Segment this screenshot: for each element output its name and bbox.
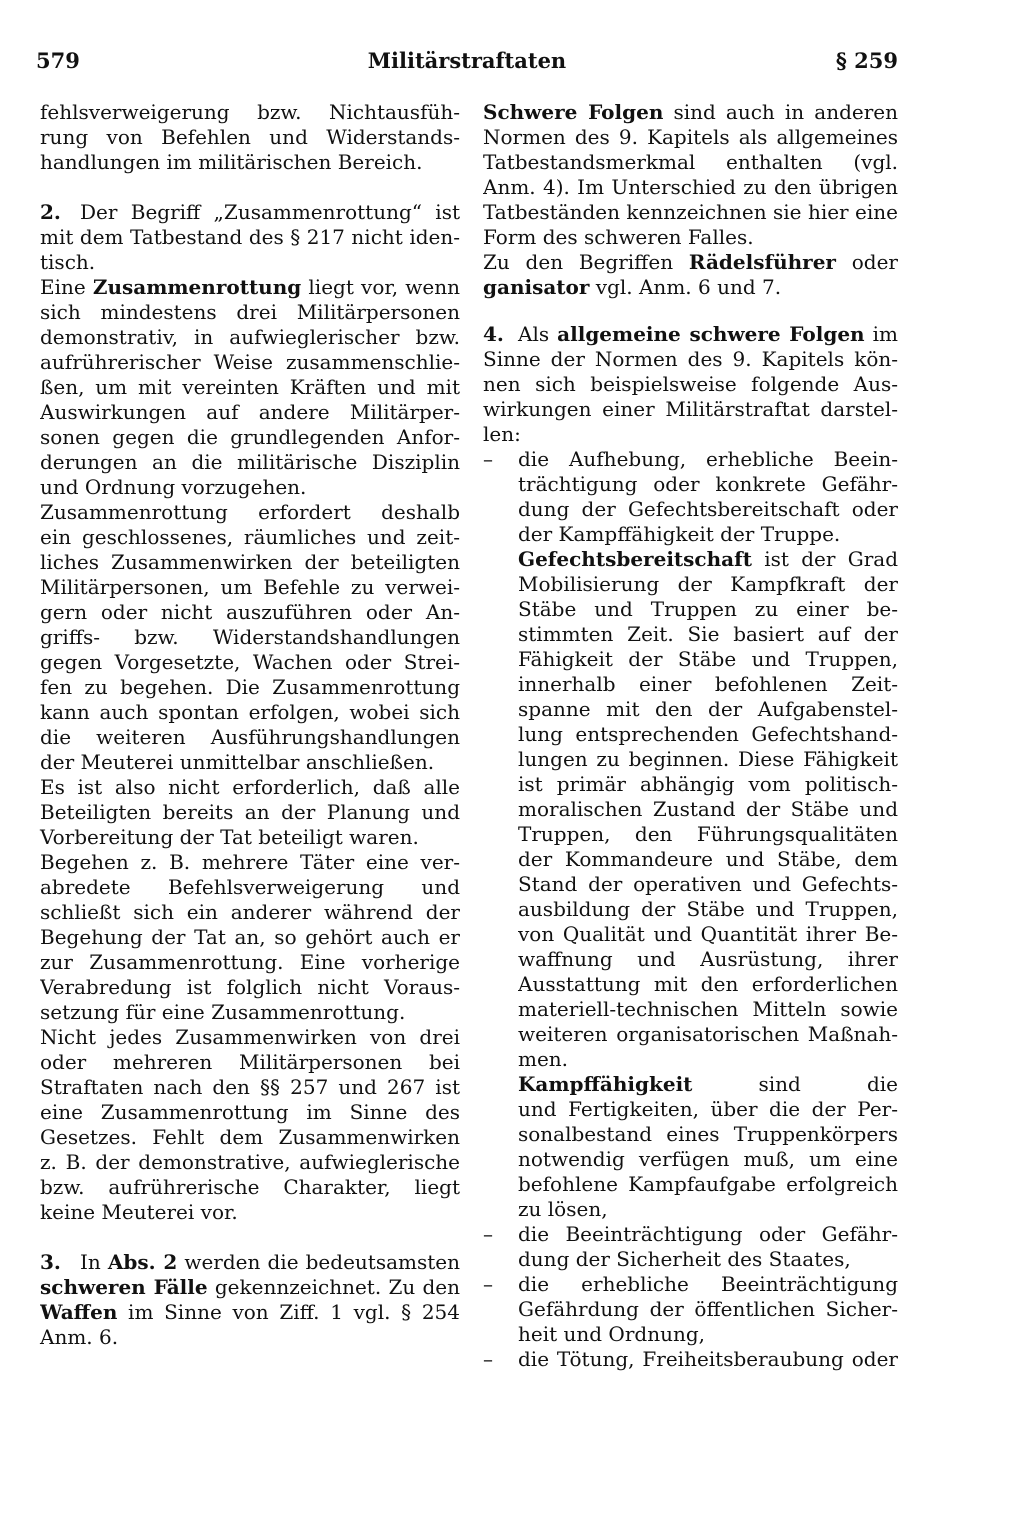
text-line: sonalbestand eines Truppenkörpers — [518, 1122, 898, 1146]
text-line: Nicht jedes Zusammenwirken von drei — [40, 1025, 460, 1049]
text-line: Truppen, den Führungsqualitäten — [518, 822, 898, 846]
text-line: 4. Als allgemeine schwere Folgen im — [483, 322, 899, 346]
text-line: befohlene Kampfaufgabe erfolgreich — [518, 1172, 898, 1196]
dash-bullet: – — [483, 1272, 493, 1296]
text-line: setzung für eine Zusammenrottung. — [40, 1000, 406, 1024]
note-number: 4. — [483, 322, 504, 346]
text-line: rung von Befehlen und Widerstands- — [40, 125, 460, 149]
text-line: Anm. 6. — [40, 1325, 119, 1349]
text-line: Vorbereitung der Tat beteiligt waren. — [40, 825, 419, 849]
text-line: eine Zusammenrottung im Sinne des — [40, 1100, 460, 1124]
text-line: der Meuterei unmittelbar anschließen. — [40, 750, 435, 774]
text-line: gegen Vorgesetzte, Wachen oder Strei- — [40, 650, 460, 674]
note-4 — [483, 322, 898, 1372]
note-number: 2. — [40, 200, 61, 224]
text-line: weiteren organisatorischen Maßnah- — [518, 1022, 898, 1046]
text-line: sonen gegen die grundlegenden Anfor- — [40, 425, 460, 449]
text-line: Stand der operativen und Gefechts- — [518, 872, 898, 896]
text-line: keine Meuterei vor. — [40, 1200, 238, 1224]
text-line: aufrührerischer Weise zusammenschlie- — [40, 350, 460, 374]
text-line: materiell-technischen Mitteln sowie — [518, 997, 898, 1021]
dash-bullet: – — [483, 447, 493, 471]
text-line: liches Zusammenwirken der beteiligten — [40, 550, 460, 574]
term-bold: Zusammenrottung — [92, 275, 302, 299]
text-line: Verabredung ist folglich nicht Voraus- — [40, 975, 460, 999]
text-line: lung entsprechenden Gefechtshand- — [518, 722, 898, 746]
text-line: trächtigung oder konkrete Gefähr- — [518, 472, 898, 496]
note-number: 3. — [40, 1250, 61, 1274]
text-line: ßen, um mit vereinten Kräften und mit — [40, 375, 460, 399]
text-line: der Kampffähigkeit der Truppe. — [518, 522, 841, 546]
running-title: Militärstraftaten — [367, 48, 567, 73]
text-line: handlungen im militärischen Bereich. — [40, 150, 423, 174]
text-line: Schwere Folgen sind auch in anderen — [483, 100, 898, 124]
text-line: Sinne der Normen des 9. Kapitels kön- — [483, 347, 898, 371]
text-line: abredete Befehlsverweigerung und — [40, 875, 460, 899]
note-2 — [40, 200, 460, 1225]
text-line: Normen des 9. Kapitels als allgemeines — [483, 125, 898, 149]
text-line: oder mehreren Militärpersonen bei — [40, 1050, 460, 1074]
text-line: die Aufhebung, erhebliche Beein- — [518, 447, 898, 471]
text-line: Waffen im Sinne von Ziff. 1 vgl. § 254 — [40, 1300, 460, 1324]
text-line: die weiteren Ausführungshandlungen — [40, 725, 460, 749]
text-line: Ausstattung mit den erforderlichen — [518, 972, 898, 996]
left-column — [40, 100, 460, 1350]
text-line: ganisator vgl. Anm. 6 und 7. — [483, 275, 782, 299]
text-line: Anm. 4). Im Unterschied zu den übrigen — [483, 175, 898, 199]
text-line: die Tötung, Freiheitsberaubung oder — [518, 1347, 898, 1371]
text-line: Beteiligten bereits an der Planung und — [40, 800, 460, 824]
text-line: gern oder nicht auszuführen oder An- — [40, 600, 460, 624]
text-line: bzw. aufrührerische Charakter, liegt — [40, 1175, 460, 1199]
text-line: sich mindestens drei Militärpersonen — [40, 300, 460, 324]
text-line: moralischen Zustand der Stäbe und — [518, 797, 898, 821]
text-line: lungen zu beginnen. Diese Fähigkeit — [518, 747, 898, 771]
text-line: Tatbestandsmerkmal enthalten (vgl. — [483, 150, 898, 174]
text-line: 2. Der Begriff „Zusammenrottung“ ist — [40, 200, 460, 224]
text-line: fen zu begehen. Die Zusammenrottung — [40, 675, 460, 699]
text-line: der Kommandeure und Stäbe, dem — [518, 847, 898, 871]
text-line: z. B. der demonstrative, aufwieglerische — [40, 1150, 460, 1174]
text-line: nen sich beispielsweise folgende Aus- — [483, 372, 898, 396]
text-line: Kampffähigkeit sind die — [518, 1072, 898, 1096]
text-line: notwendig verfügen muß, um eine — [518, 1147, 898, 1171]
list-item — [483, 1222, 898, 1272]
dash-bullet: – — [483, 1347, 493, 1371]
text-line: 3. In Abs. 2 werden die bedeutsamsten — [40, 1250, 460, 1274]
text-line: Fähigkeit der Stäbe und Truppen, — [518, 647, 898, 671]
text-line: mit dem Tatbestand des § 217 nicht iden- — [40, 225, 460, 249]
note-3 — [40, 1250, 460, 1350]
text-line: schließt sich ein anderer während der — [40, 900, 460, 924]
paragraph-continuation — [40, 100, 460, 175]
text-line: Gesetzes. Fehlt dem Zusammenwirken — [40, 1125, 460, 1149]
text-line: von Qualität und Quantität ihrer Be- — [518, 922, 898, 946]
text-line: Zusammenrottung erfordert deshalb — [40, 500, 460, 524]
text-line: dung der Gefechtsbereitschaft oder — [518, 497, 898, 521]
text-line: Begehung der Tat an, so gehört auch er — [40, 925, 460, 949]
text-line: die Beeinträchtigung oder Gefähr- — [518, 1222, 898, 1246]
text-line: Straftaten nach den §§ 257 und 267 ist — [40, 1075, 460, 1099]
list-item — [483, 1347, 898, 1372]
text-line: die erhebliche Beeinträchtigung — [518, 1272, 898, 1296]
dash-bullet: – — [483, 1222, 493, 1246]
text-line: stimmten Zeit. Sie basiert auf der — [518, 622, 898, 646]
text-line: Tatbeständen kennzeichnen sie hier eine — [483, 200, 898, 224]
text-line: tisch. — [40, 250, 96, 274]
text-line: derungen an die militärische Disziplin — [40, 450, 460, 474]
text-line: ein geschlossenes, räumliches und zeit- — [40, 525, 460, 549]
text-line: ist primär abhängig vom politisch- — [518, 772, 898, 796]
text-line: griffs- bzw. Widerstandshandlungen — [40, 625, 460, 649]
text-line: Mobilisierung der Kampfkraft der — [518, 572, 898, 596]
text-line: Eine Zusammenrottung liegt vor, wenn — [40, 275, 460, 299]
zusammenrottung-text — [40, 300, 460, 1225]
text-line: Stäbe und Truppen zu einer be- — [518, 597, 898, 621]
text-line: Gefechtsbereitschaft ist der Grad — [518, 547, 898, 571]
text-line: innerhalb einer befohlenen Zeit- — [518, 672, 898, 696]
text-line: wirkungen einer Militärstraftat darstel- — [483, 397, 898, 421]
list-item — [483, 447, 898, 1222]
list-item — [483, 1272, 898, 1347]
text-line: spanne mit den der Aufgabenstel- — [518, 697, 898, 721]
schwere-folgen-paragraph — [483, 100, 898, 300]
text-line: kann auch spontan erfolgen, wobei sich — [40, 700, 460, 724]
text-line: Form des schweren Falles. — [483, 225, 754, 249]
text-line: zu lösen, — [518, 1197, 608, 1221]
text-line: schweren Fälle gekennzeichnet. Zu den — [40, 1275, 460, 1299]
text-line: dung der Sicherheit des Staates, — [518, 1247, 851, 1271]
text-line: waffnung und Ausrüstung, ihrer — [518, 947, 898, 971]
page-number: 579 — [36, 48, 80, 73]
text-line: fehlsverweigerung bzw. Nichtausfüh- — [40, 100, 460, 124]
section-number: § 259 — [835, 48, 898, 73]
text-line: men. — [518, 1047, 569, 1071]
text-line: ausbildung der Stäbe und Truppen, — [518, 897, 898, 921]
text-line: len: — [483, 422, 521, 446]
page-header — [36, 48, 898, 82]
text-line: demonstrativ, in aufwieglerischer bzw. — [40, 325, 460, 349]
text-line: Begehen z. B. mehrere Täter eine ver- — [40, 850, 460, 874]
text-line: Es ist also nicht erforderlich, daß alle — [40, 775, 460, 799]
text-line: heit und Ordnung, — [518, 1322, 705, 1346]
text-line: und Ordnung vorzugehen. — [40, 475, 307, 499]
text-line: Zu den Begriffen Rädelsführer oder — [483, 250, 898, 274]
text-line: und Fertigkeiten, über die der Per- — [518, 1097, 898, 1121]
right-column — [483, 100, 898, 1372]
text-line: Militärpersonen, um Befehle zu verwei- — [40, 575, 460, 599]
text-line: Gefährdung der öffentlichen Sicher- — [518, 1297, 898, 1321]
text-line: Auswirkungen auf andere Militärper- — [40, 400, 460, 424]
text-line: zur Zusammenrottung. Eine vorherige — [40, 950, 460, 974]
